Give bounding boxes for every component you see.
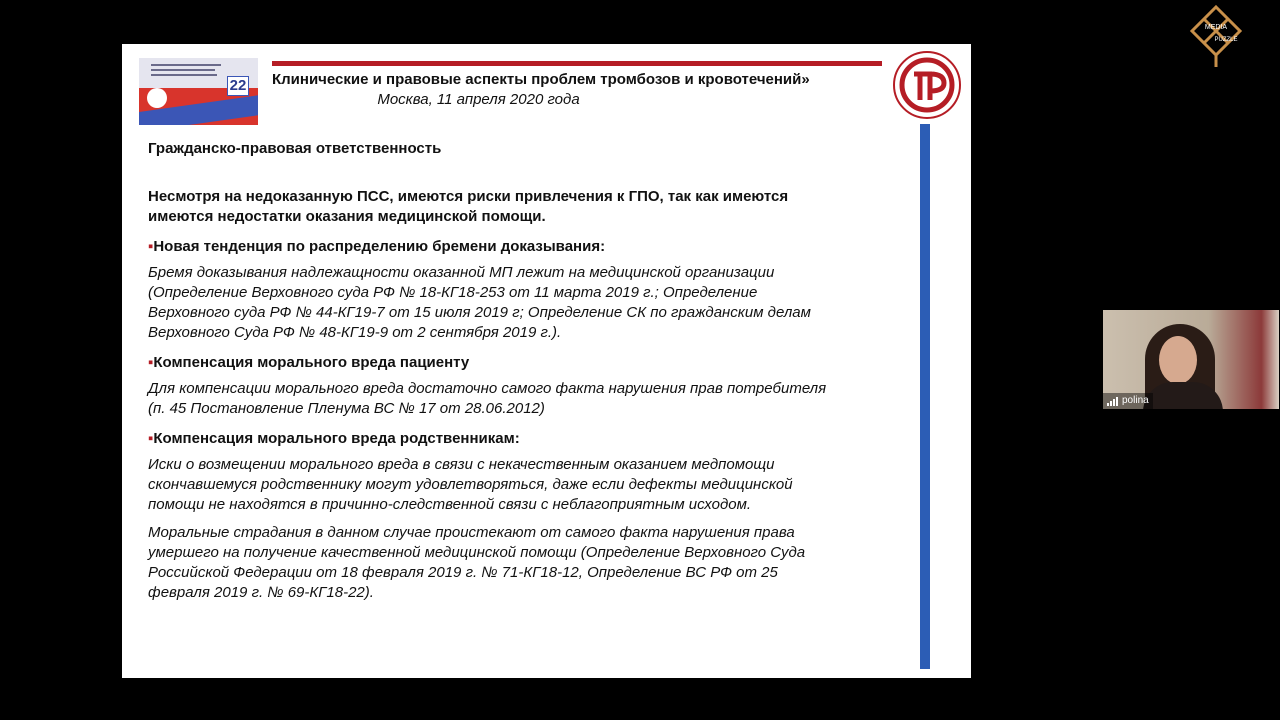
bullet-marker: ▪	[148, 354, 154, 371]
text-line: умершего на получение качественной медицинской помощи (Определение Верховного Суда	[148, 544, 806, 561]
section-title: Гражданско-правовая ответственность	[148, 140, 442, 157]
text-line: Моральные страдания в данном случае проистекают от самого факта нарушения права	[148, 524, 795, 541]
slide-title: Клинические и правовые аспекты проблем тромбозов и кровотечений»	[272, 71, 810, 88]
bullet-text: Новая тенденция по распределению бремени доказывания:	[153, 238, 606, 255]
presentation-slide	[122, 44, 971, 678]
intro-line: Несмотря на недоказанную ПСС, имеются риски привлечения к ГПО, так как имеются	[148, 188, 789, 205]
text-line: Верховного Суда РФ № 48-КГ19-9 от 2 сентября 2019 г.).	[148, 324, 562, 341]
media-puzzle-logo-icon	[1180, 3, 1252, 71]
text-line: (Определение Верховного суда РФ № 18-КГ18-253 от 11 марта 2019 г.; Определение	[148, 284, 758, 301]
thumb-number: 22	[227, 76, 249, 96]
thumb-line	[151, 64, 221, 66]
thumb-line	[151, 74, 217, 76]
participant-video-tile[interactable]	[1103, 310, 1279, 409]
logo-text-line2: PUZZLE	[1214, 37, 1238, 43]
thumb-logo-icon	[147, 88, 167, 108]
bullet-marker: ▪	[148, 430, 154, 447]
text-line: Верховного суда РФ № 44-КГ19-7 от 15 июля 2019 г; Определение СК по гражданским делам	[148, 304, 811, 321]
slide-subtitle: Москва, 11 апреля 2020 года	[377, 91, 580, 108]
text-block	[148, 379, 908, 419]
bullet-heading	[148, 353, 908, 373]
text-line: Для компенсации морального вреда достаточно самого факта нарушения прав потребителя	[148, 380, 827, 397]
participant-face	[1159, 336, 1197, 384]
side-blue-bar	[920, 124, 930, 669]
text-line: помощи не находятся в причинно-следственной связи с неблагоприятным исходом.	[148, 496, 752, 513]
text-line: февраля 2019 г. № 69-КГ18-22).	[148, 584, 374, 601]
bullet-text: Компенсация морального вреда родственникам:	[153, 430, 520, 447]
header-red-bar	[272, 61, 882, 66]
text-line: (п. 45 Постановление Пленума ВС № 17 от 28.06.2012)	[148, 400, 545, 417]
text-block	[148, 263, 908, 343]
signal-strength-icon	[1107, 397, 1118, 406]
text-line: Российской Федерации от 18 февраля 2019 г. № 71-КГ18-12, Определение ВС РФ от 25	[148, 564, 778, 581]
text-block	[148, 523, 908, 603]
participant-name: polina	[1122, 395, 1149, 406]
text-line: Иски о возмещении морального вреда в связи с некачественным оказанием медпомощи	[148, 456, 775, 473]
slide-content	[148, 140, 908, 603]
thumb-line	[151, 69, 215, 71]
bullet-marker: ▪	[148, 238, 154, 255]
logo-text-line1: MEDIA	[1204, 24, 1228, 31]
bullet-text: Компенсация морального вреда пациенту	[153, 354, 470, 371]
bullet-heading	[148, 237, 908, 257]
text-block	[148, 455, 908, 515]
participant-name-bar	[1103, 393, 1153, 409]
intro-line: имеются недостатки оказания медицинской помощи.	[148, 208, 546, 225]
text-line: Бремя доказывания надлежащности оказанной МП лежит на медицинской организации	[148, 264, 775, 281]
organization-logo-icon	[892, 50, 962, 120]
bullet-heading	[148, 429, 908, 449]
conference-thumbnail	[139, 58, 258, 125]
text-line: скончавшемуся родственнику могут удовлетворяться, даже если дефекты медицинской	[148, 476, 793, 493]
